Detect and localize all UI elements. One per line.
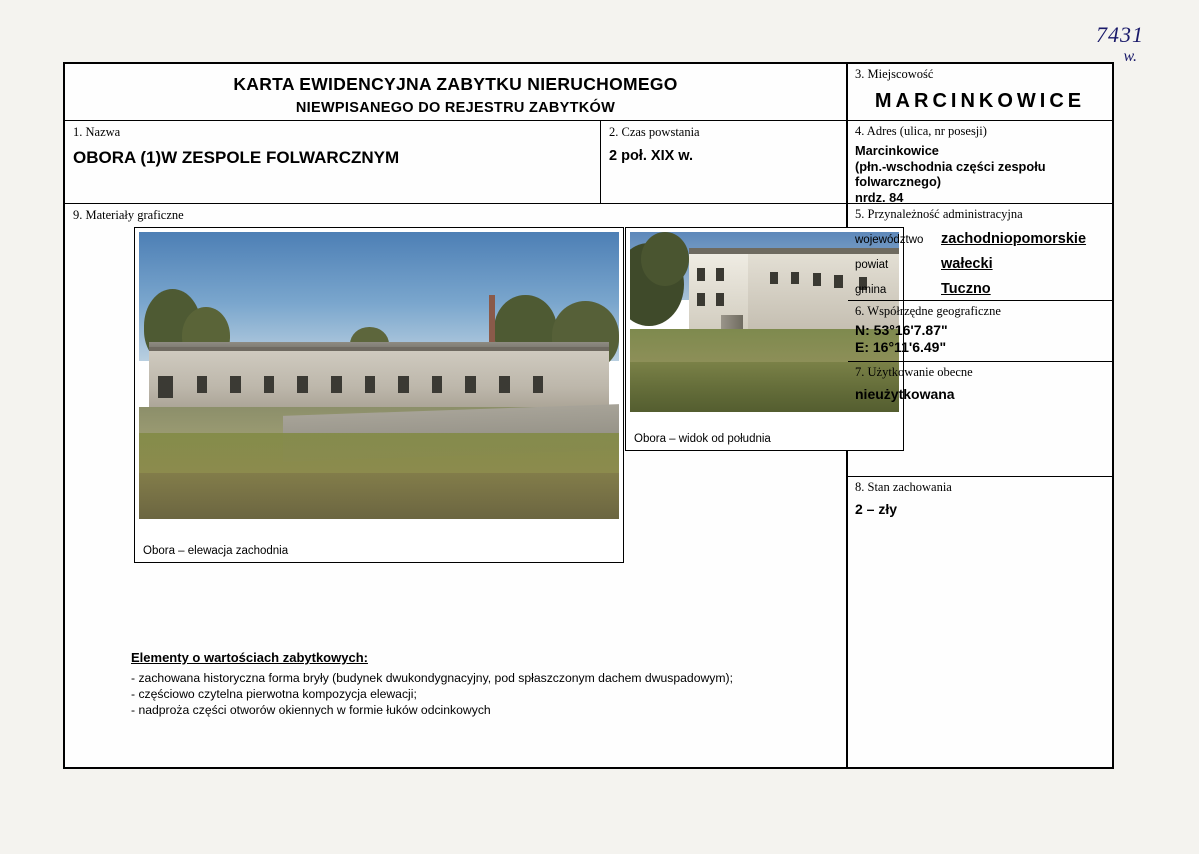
field-uzytkowanie-label: 7. Użytkowanie obecne [855, 365, 973, 379]
admin-row-gmina [855, 281, 1105, 297]
section-values [131, 650, 831, 719]
admin-row-powiat [855, 256, 1105, 272]
field-czas-value: 2 poł. XIX w. [609, 148, 694, 164]
card-left-column [65, 64, 848, 767]
photo-west-elevation [134, 227, 624, 563]
field-stan-zachowania [848, 477, 1112, 767]
admin-key: województwo [855, 234, 924, 246]
photo-west-caption: Obora – elewacja zachodnia [143, 545, 289, 557]
field-adres-line: (płn.-wschodnia części zespołu [855, 158, 1046, 174]
field-czas-label: 2. Czas powstania [609, 125, 700, 139]
values-heading: Elementy o wartościach zabytkowych: [131, 650, 368, 665]
field-miejscowosc-label: 3. Miejscowość [855, 67, 934, 81]
handwritten-note-top-right: 7431 [1096, 22, 1144, 47]
field-przynaleznosc-label: 5. Przynależność administracyjna [855, 207, 1023, 221]
field-miejscowosc-value: MARCINKOWICE [874, 90, 1086, 112]
coordinate-longitude: E: 16°11'6.49" [855, 339, 947, 355]
admin-value: zachodniopomorskie [941, 231, 1087, 247]
field-wspolrzedne-label: 6. Współrzędne geograficzne [855, 304, 1001, 318]
card-right-column [848, 64, 1112, 767]
field-nazwa-value: OBORA (1)W ZESPOLE FOLWARCZNYM [73, 148, 400, 167]
values-item: - zachowana historyczna forma bryły (budynek dwukondygnacyjny, pod spłaszczonym dachem dwuspadowym); [131, 671, 733, 685]
admin-value: wałecki [941, 256, 993, 272]
admin-value: Tuczno [941, 281, 991, 297]
field-uzytkowanie-value: nieużytkowana [855, 386, 955, 402]
values-item: - częściowo czytelna pierwotna kompozycja elewacji; [131, 687, 417, 701]
field-nazwa [65, 121, 601, 203]
field-adres-label: 4. Adres (ulica, nr posesji) [855, 124, 987, 138]
page-subtitle: NIEWPISANEGO DO REJESTRU ZABYTKÓW [295, 100, 616, 116]
field-adres-line: Marcinkowice [855, 143, 939, 158]
field-stan-value: 2 – zły [855, 501, 898, 517]
field-stan-label: 8. Stan zachowania [855, 480, 952, 494]
field-adres-line: nrdz. 84 [855, 189, 904, 205]
photo-south-caption: Obora – widok od południa [634, 433, 771, 445]
record-card [63, 62, 1114, 769]
admin-key: gmina [855, 284, 887, 296]
field-miejscowosc [848, 64, 1112, 121]
values-item: - nadproża części otworów okiennych w formie łuków odcinkowych [131, 703, 491, 717]
coordinate-latitude: N: 53°16'7.87" [855, 322, 948, 338]
page-title: KARTA EWIDENCYJNA ZABYTKU NIERUCHOMEGO [233, 74, 678, 94]
field-nazwa-label: 1. Nazwa [73, 125, 121, 139]
admin-key: powiat [855, 259, 889, 271]
field-uzytkowanie [848, 362, 1112, 477]
field-adres-line: folwarcznego) [855, 174, 942, 189]
field-przynaleznosc [848, 204, 1112, 301]
section-materialy-graficzne [65, 204, 846, 767]
row-name-and-date [65, 121, 846, 204]
card-title-band [65, 64, 846, 121]
field-materialy-label: 9. Materiały graficzne [73, 208, 184, 222]
photo-west-image [139, 232, 619, 519]
admin-row-wojewodztwo [855, 231, 1105, 247]
field-wspolrzedne [848, 301, 1112, 362]
handwritten-note-top-right-2: w. [1123, 48, 1137, 65]
field-adres [848, 121, 1112, 204]
field-czas-powstania [601, 121, 846, 203]
